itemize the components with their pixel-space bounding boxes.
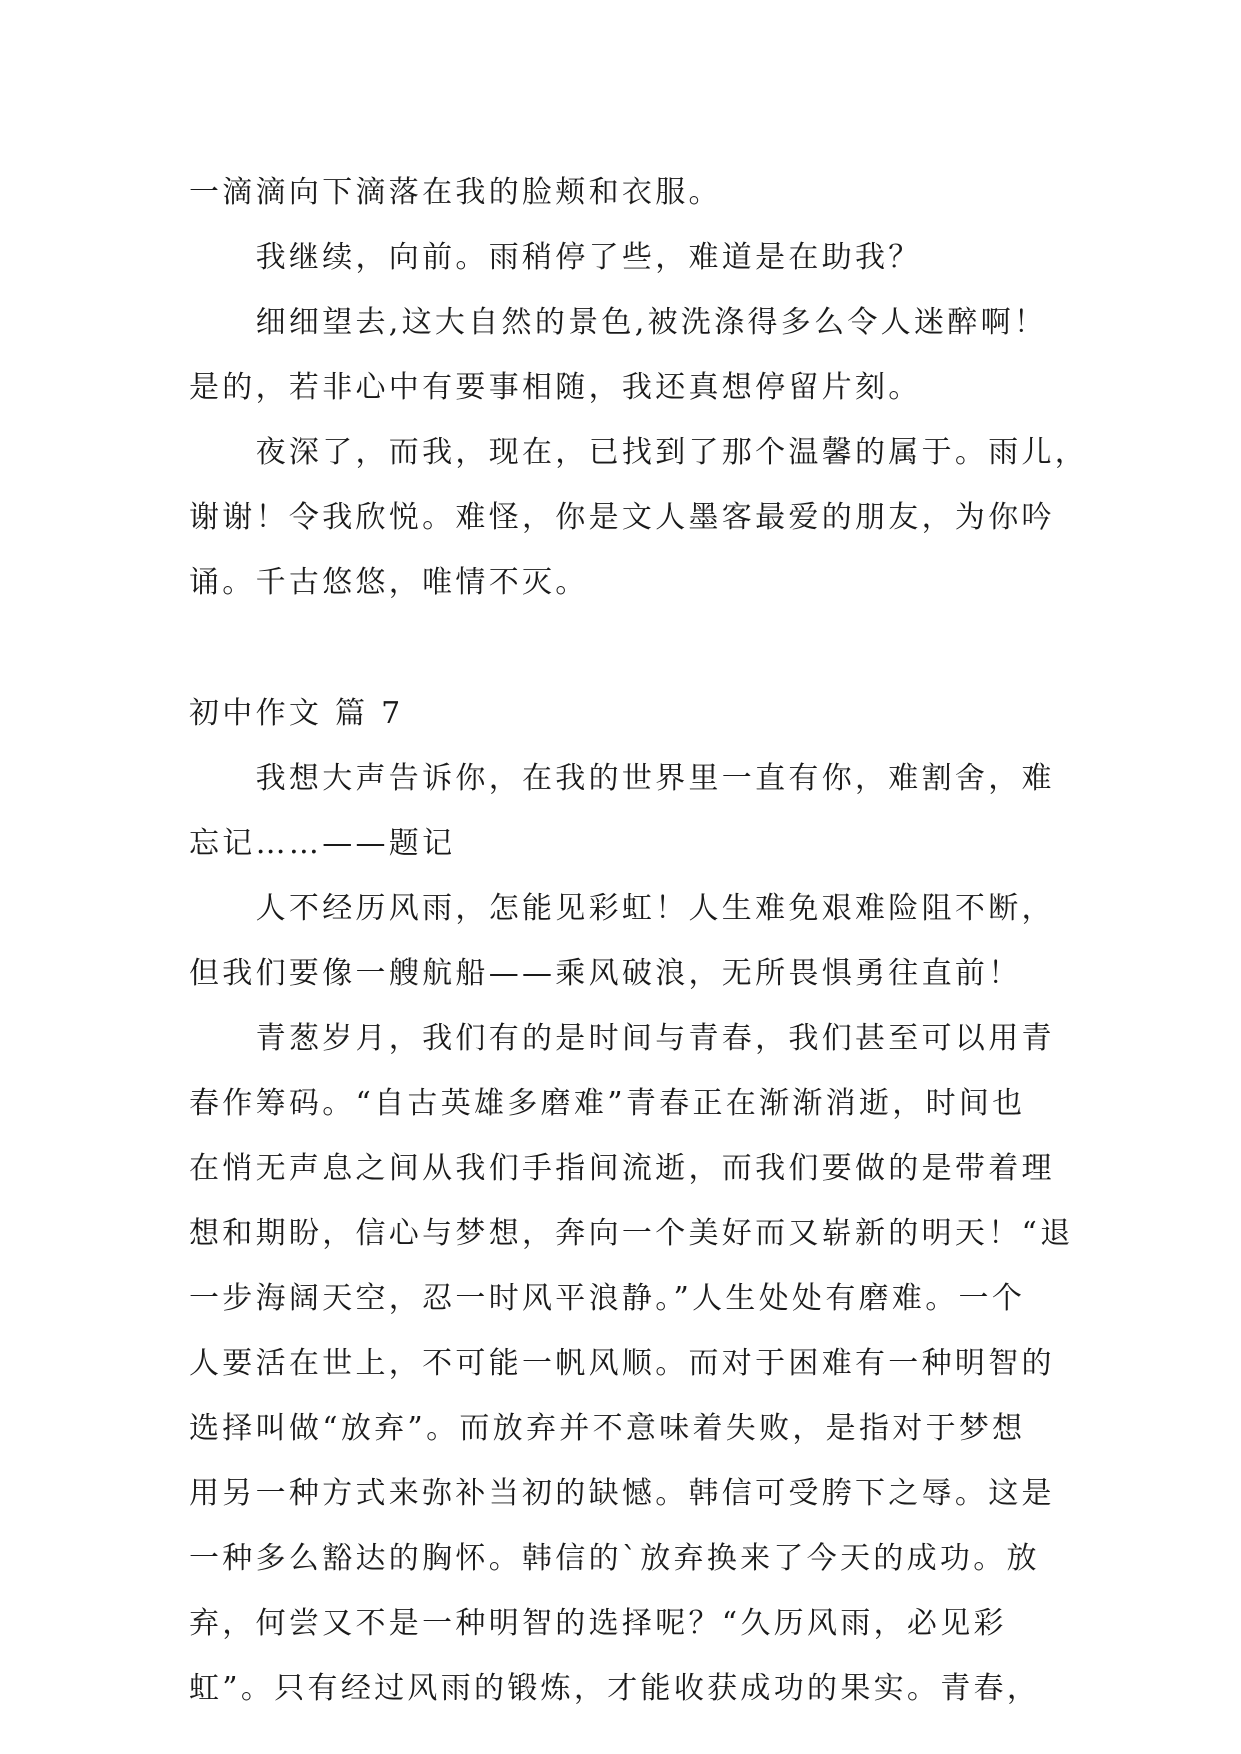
section-title: 初中作文 篇 7	[189, 696, 404, 731]
paragraph-line: 虹”。只有经过风雨的锻炼，才能收获成功的果实。青春，	[189, 1671, 1041, 1706]
paragraph-line: 我继续，向前。雨稍停了些，难道是在助我？	[189, 240, 922, 275]
paragraph-line: 夜深了，而我，现在，已找到了那个温馨的属于。雨儿，	[189, 435, 1089, 470]
paragraph-line: 人要活在世上，不可能一帆风顺。而对于困难有一种明智的	[189, 1346, 1055, 1381]
paragraph-line: 细细望去,这大自然的景色,被洗涤得多么令人迷醉啊！	[189, 305, 1048, 340]
paragraph-line: 但我们要像一艘航船——乘风破浪，无所畏惧勇往直前！	[189, 956, 1022, 991]
section-spacer	[189, 615, 1049, 681]
paragraph-line: 想和期盼，信心与梦想，奔向一个美好而又崭新的明天！“退	[189, 1216, 1074, 1251]
paragraph-line: 弃，何尝又不是一种明智的选择呢？“久历风雨，必见彩	[189, 1606, 1007, 1641]
paragraph-line: 春作筹码。“自古英雄多磨难”青春正在渐渐消逝，时间也	[189, 1086, 1026, 1121]
paragraph-line: 一种多么豁达的胸怀。韩信的`放弃换来了今天的成功。放	[189, 1541, 1040, 1576]
paragraph-line: 在悄无声息之间从我们手指间流逝，而我们要做的是带着理	[189, 1151, 1055, 1186]
document-body	[189, 160, 1089, 1721]
paragraph-line: 选择叫做“放弃”。而放弃并不意味着失败，是指对于梦想	[189, 1411, 1026, 1446]
paragraph-line: 忘记……——题记	[189, 826, 456, 861]
paragraph-line: 谢谢！令我欣悦。难怪，你是文人墨客最爱的朋友，为你吟	[189, 500, 1055, 535]
paragraph-line: 一滴滴向下滴落在我的脸颊和衣服。	[189, 175, 722, 210]
paragraph-line: 用另一种方式来弥补当初的缺憾。韩信可受胯下之辱。这是	[189, 1476, 1055, 1511]
paragraph-line: 人不经历风雨，怎能见彩虹！人生难免艰难险阻不断，	[189, 891, 1055, 926]
paragraph-line: 青葱岁月，我们有的是时间与青春，我们甚至可以用青	[189, 1021, 1055, 1056]
paragraph-line: 一步海阔天空，忍一时风平浪静。”人生处处有磨难。一个	[189, 1281, 1026, 1316]
paragraph-line: 是的，若非心中有要事相随，我还真想停留片刻。	[189, 370, 922, 405]
paragraph-line: 我想大声告诉你，在我的世界里一直有你，难割舍，难	[189, 761, 1055, 796]
paragraph-line: 诵。千古悠悠，唯情不灭。	[189, 565, 589, 600]
